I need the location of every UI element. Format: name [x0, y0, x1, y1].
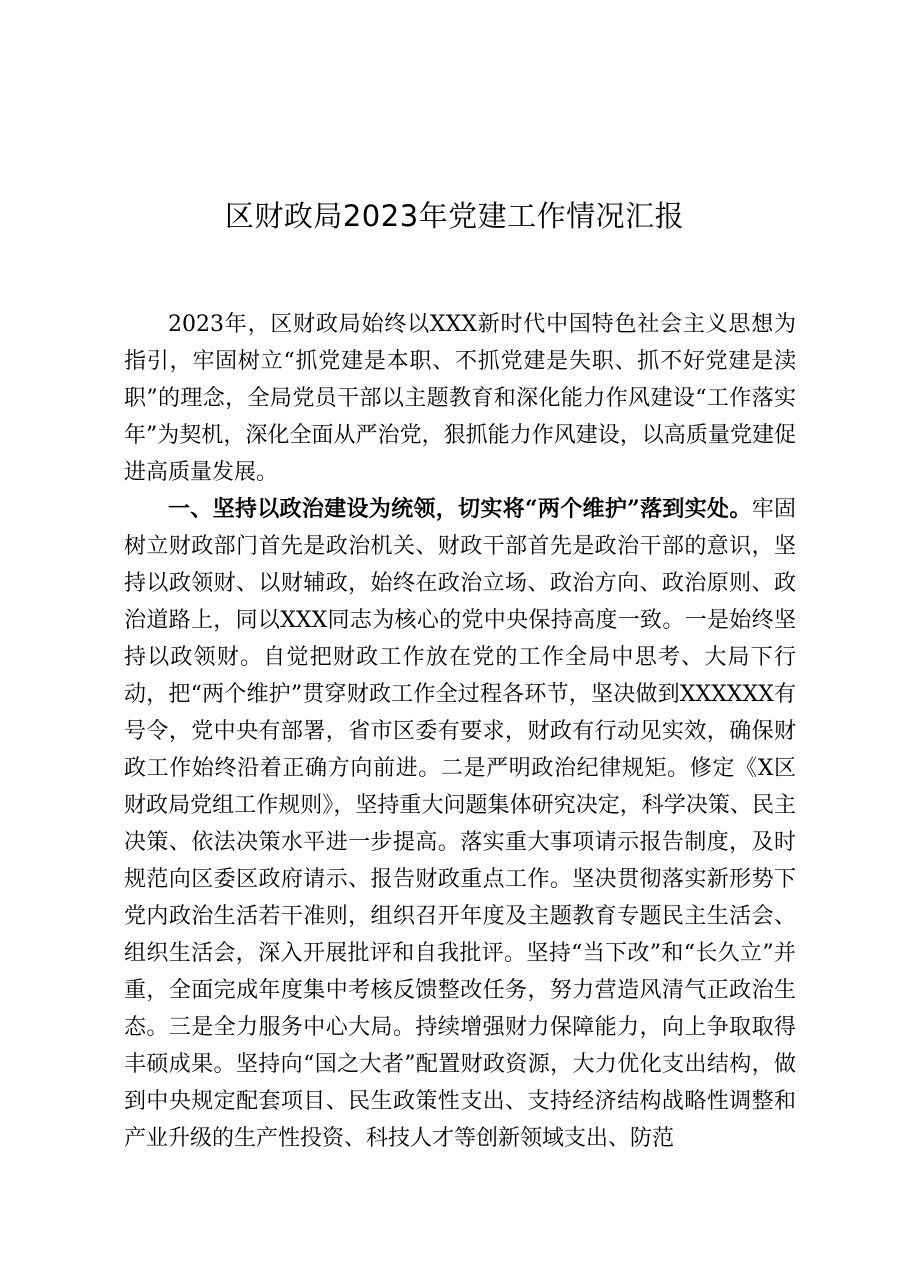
section-one-text: 牢固树立财政部门首先是政治机关、财政干部首先是政治干部的意识，坚持以政领财、以财辅政，始终在政治立场、政治方向、政治原则、政治道路上，同以XXX同志为核心的党中央保持高度一致。一是始终坚持以政领财。自觉把财政工作放在党的工作全局中思考、大局下行动，把“两个维护”贯穿财政工作全过程各环节，坚决做到XXXXXX有号令，党中央有部署，省市区委有要求，财政有行动见实效，确保财政工作始终沿着正确方向前进。二是严明政治纪律规矩。修定《X区财政局党组工作规则》，坚持重大问题集体研究决定，科学决策、民主决策、依法决策水平进一步提高。落实重大事项请示报告制度，及时规范向区委区政府请示、报告财政重点工作。坚决贯彻落实新形势下党内政治生活若干准则，组织召开年度及主题教育专题民主生活会、组织生活会，深入开展批评和自我批评。坚持“当下改”和“长久立”并重，全面完成年度集中考核反馈整改任务，努力营造风清气正政治生态。三是全力服务中心大局。持续增强财力保障能力，向上争取取得丰硕成果。坚持向“国之大者”配置财政资源，大力优化支出结构，做到中央规定配套项目、民生政策性支出、支持经济结构战略性调整和产业升级的生产性投资、科技人才等创新领域支出、防范 — [124, 497, 796, 1151]
section-one-paragraph — [124, 491, 796, 1157]
document-body — [124, 306, 796, 1157]
section-one-heading: 一、坚持以政治建设为统领，切实将“两个维护”落到实处。 — [168, 496, 752, 522]
intro-paragraph — [124, 306, 796, 491]
intro-paragraph-text: 2023年，区财政局始终以XXX新时代中国特色社会主义思想为指引，牢固树立“抓党建是本职、不抓党建是失职、抓不好党建是渎职”的理念，全局党员干部以主题教育和深化能力作风建设“工作落实年”为契机，深化全面从严治党，狠抓能力作风建设，以高质量党建促进高质量发展。 — [124, 312, 796, 485]
document-title: 区财政局2023年党建工作情况汇报 — [224, 199, 685, 233]
